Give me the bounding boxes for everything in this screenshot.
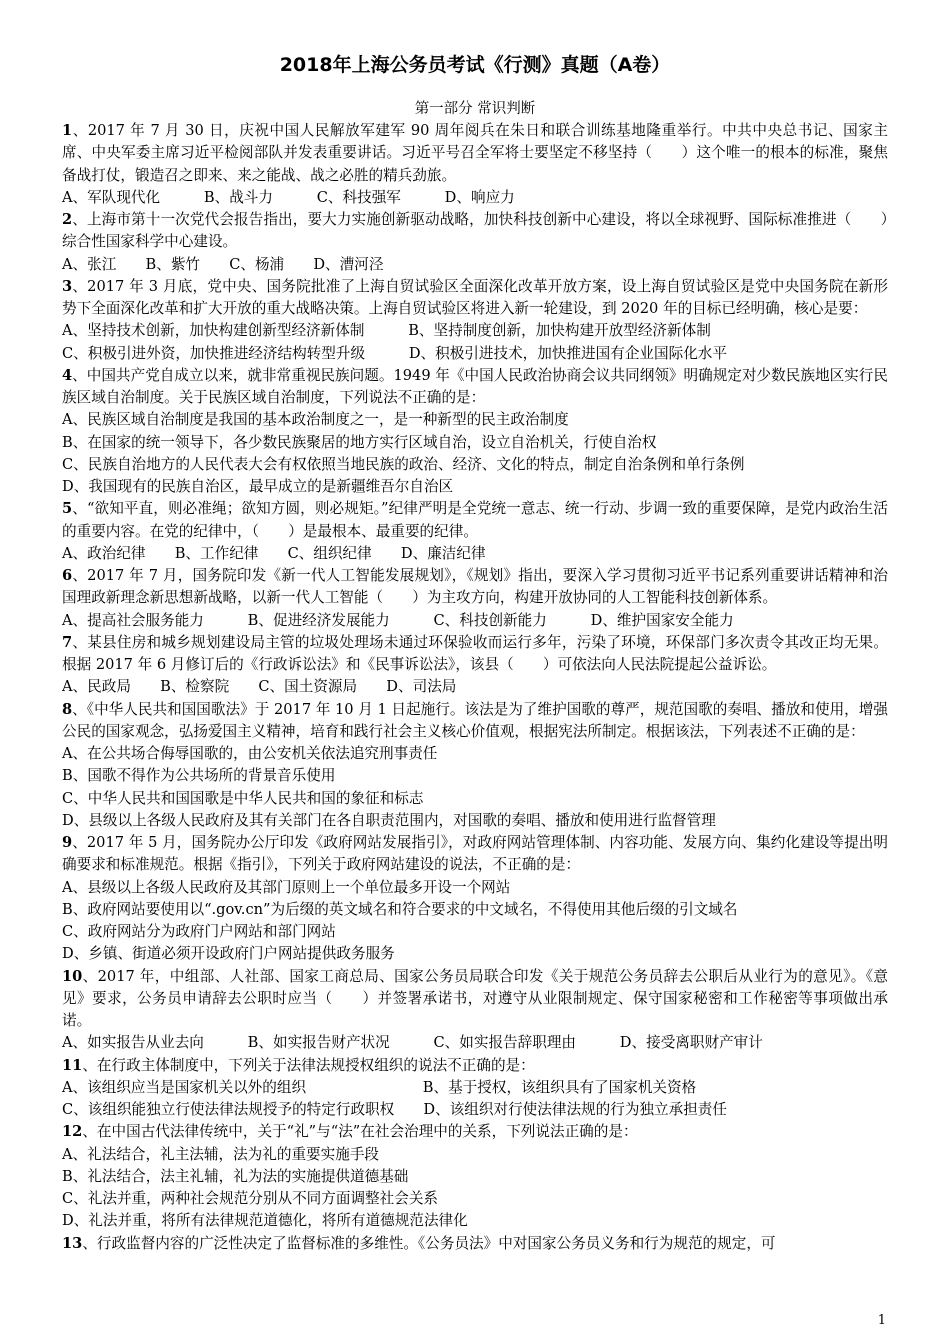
answer-options: A、张江 B、紫竹 C、杨浦 D、漕河泾 bbox=[62, 255, 384, 273]
question-stem bbox=[62, 1121, 888, 1143]
answer-options: C、该组织能独立行使法律法规授予的特定行政职权 D、该组织对行使法律法规的行为独立承担责任 bbox=[62, 1101, 727, 1118]
question-number: 2 bbox=[62, 211, 73, 228]
question-7 bbox=[62, 632, 888, 699]
page-title: 2018年上海公务员考试《行测》真题（A卷） bbox=[279, 54, 671, 76]
section-heading: 第一部分 常识判断 bbox=[414, 101, 536, 117]
answer-options: C、积极引进外资，加快推进经济结构转型升级 D、积极引进技术，加快推进国有企业国际化水平 bbox=[62, 344, 727, 362]
question-text: 、2017 年 5 月，国务院办公厅印发《政府网站发展指引》，对政府网站管理体制、内容功能、发展方向、集约化建设等提出明确要求和标准规范。根据《指引》，下列关于政府网站建设的说法，不正确的是： bbox=[62, 834, 888, 874]
answer-options: C、中华人民共和国国歌是中华人民共和国的象征和标志 bbox=[62, 789, 424, 807]
question-text: 、《中华人民共和国国歌法》于 2017 年 10 月 1 日起施行。该法是为了维护国歌的尊严，规范国歌的奏唱、播放和使用，增强公民的国家观念，弘扬爱国主义精神，培育和践行社会主义核心价值观，根据宪法所制定。根据该法，下列表述不正确的是： bbox=[62, 700, 888, 740]
answer-options: B、国歌不得作为公共场所的背景音乐使用 bbox=[62, 767, 336, 785]
question-stem bbox=[62, 1055, 888, 1077]
answer-options: A、提高社会服务能力 B、促进经济发展能力 C、科技创新能力 D、维护国家安全能力 bbox=[62, 611, 734, 629]
question-11 bbox=[62, 1055, 888, 1122]
question-number: 8 bbox=[62, 700, 73, 718]
question-number: 7 bbox=[62, 633, 73, 651]
question-3 bbox=[62, 276, 888, 365]
answer-options: A、该组织应当是国家机关以外的组织 B、基于授权，该组织具有了国家机关资格 bbox=[62, 1078, 697, 1096]
question-list bbox=[62, 120, 888, 1255]
answer-options: A、如实报告从业去向 B、如实报告财产状况 C、如实报告辞职理由 D、接受离职财产审计 bbox=[62, 1034, 763, 1052]
question-number: 6 bbox=[62, 567, 73, 584]
answer-options: C、礼法并重，两种社会规范分别从不同方面调整社会关系 bbox=[62, 1190, 439, 1207]
question-number: 1 bbox=[62, 122, 73, 139]
question-stem bbox=[62, 565, 888, 610]
question-text: 、2017 年 3 月底，党中央、国务院批准了上海自贸试验区全面深化改革开放方案，设上海自贸试验区是党中央国务院在新形势下全面深化改革和扩大开放的重大战略决策。上海自贸试验区将进入新一轮建设，到 2020 年的目标已经明确，核心是要： bbox=[62, 277, 888, 317]
question-text: 、在中国古代法律传统中，关于“礼”与“法”在社会治理中的关系，下列说法正确的是： bbox=[82, 1123, 638, 1141]
question-number: 13 bbox=[62, 1234, 83, 1252]
question-text: 、2017 年，中组部、人社部、国家工商总局、国家公务员局联合印发《关于规范公务员辞去公职后从业行为的意见》。《意见》要求，公务员申请辞去公职时应当（ ）并签署承诺书，对遵守从业限制规定、保守国家秘密和工作秘密等事项做出承诺。 bbox=[62, 967, 888, 1029]
question-text: 、行政监督内容的广泛性决定了监督标准的多维性。《公务员法》中对国家公务员义务和行为规范的规定，可 bbox=[82, 1234, 776, 1252]
question-number: 3 bbox=[62, 277, 73, 295]
answer-options: A、民族区域自治制度是我国的基本政治制度之一，是一种新型的民主政治制度 bbox=[62, 411, 569, 429]
answer-options: B、礼法结合，法主礼辅，礼为法的实施提供道德基础 bbox=[62, 1167, 409, 1185]
question-12 bbox=[62, 1121, 888, 1232]
question-stem bbox=[62, 832, 888, 877]
question-text: 、“欲知平直，则必准绳；欲知方圆，则必规矩。”纪律严明是全党统一意志、统一行动、步调一致的重要保障，是党内政治生活的重要内容。在党的纪律中，（ ）是最根本、最重要的纪律。 bbox=[62, 500, 888, 540]
answer-options: D、我国现有的民族自治区，最早成立的是新疆维吾尔自治区 bbox=[62, 478, 454, 495]
question-number: 11 bbox=[62, 1056, 83, 1074]
question-6 bbox=[62, 565, 888, 632]
question-8 bbox=[62, 699, 888, 833]
question-10 bbox=[62, 966, 888, 1055]
answer-options: A、政治纪律 B、工作纪律 C、组织纪律 D、廉洁纪律 bbox=[62, 544, 486, 562]
question-text: 、在行政主体制度中，下列关于法律法规授权组织的说法不正确的是： bbox=[82, 1056, 535, 1074]
question-2 bbox=[62, 209, 888, 276]
answer-options: B、政府网站要使用以“.gov.cn”为后缀的英文域名和符合要求的中文域名，不得使用其他后缀的引文域名 bbox=[62, 900, 738, 918]
answer-options: D、礼法并重，将所有法律规范道德化，将所有道德规范法律化 bbox=[62, 1212, 468, 1230]
question-number: 4 bbox=[62, 366, 73, 384]
question-text: 、2017 年 7 月，国务院印发《新一代人工智能发展规划》，《规划》指出，要深入学习贯彻习近平书记系列重要讲话精神和治国理政新理念新思想新战略，以新一代人工智能（ ）为主攻方向，构建开放协同的人工智能科技创新体系。 bbox=[62, 567, 888, 607]
question-stem bbox=[62, 276, 888, 321]
question-stem bbox=[62, 699, 888, 744]
answer-options: A、县级以上各级人民政府及其部门原则上一个单位最多开设一个网站 bbox=[62, 878, 511, 896]
answer-options: A、礼法结合，礼主法辅，法为礼的重要实施手段 bbox=[62, 1145, 380, 1163]
question-number: 12 bbox=[62, 1123, 83, 1141]
question-stem bbox=[62, 209, 888, 254]
question-text: 、上海市第十一次党代会报告指出，要大力实施创新驱动战略，加快科技创新中心建设，将以全球视野、国际标准推进（ ）综合性国家科学中心建设。 bbox=[62, 211, 888, 251]
page-number: 1 bbox=[877, 1313, 886, 1328]
answer-options: A、在公共场合侮辱国歌的，由公安机关依法追究刑事责任 bbox=[62, 745, 438, 762]
question-stem bbox=[62, 365, 888, 410]
question-text: 、2017 年 7 月 30 日，庆祝中国人民解放军建军 90 周年阅兵在朱日和联合训练基地隆重举行。中共中央总书记、国家主席、中央军委主席习近平检阅部队并发表重要讲话。习近平号召全军将士要坚定不移坚持（ ）这个唯一的根本的标准，聚焦备战打仗，锻造召之即来、来之能战、战之必胜的精兵劲旅。 bbox=[62, 122, 888, 184]
answer-options: D、乡镇、街道必须开设政府门户网站提供政务服务 bbox=[62, 945, 395, 963]
question-stem bbox=[62, 966, 888, 1033]
question-stem bbox=[62, 498, 888, 543]
question-5 bbox=[62, 498, 888, 565]
answer-options: B、在国家的统一领导下，各少数民族聚居的地方实行区域自治，设立自治机关，行使自治权 bbox=[62, 433, 657, 451]
question-number: 9 bbox=[62, 834, 73, 851]
question-stem bbox=[62, 1233, 888, 1255]
question-text: 、某县住房和城乡规划建设局主管的垃圾处理场未通过环保验收而运行多年，污染了环境，环保部门多次责令其改正均无果。根据 2017 年 6 月修订后的《行政诉讼法》和《民事诉讼法》，该县（ ）可依法向人民法院提起公益诉讼。 bbox=[62, 633, 888, 673]
question-number: 10 bbox=[62, 967, 83, 985]
question-4 bbox=[62, 365, 888, 499]
question-number: 5 bbox=[62, 500, 73, 518]
answer-options: D、县级以上各级人民政府及其有关部门在各自职责范围内，对国歌的奏唱、播放和使用进行监督管理 bbox=[62, 811, 716, 829]
answer-options: C、民族自治地方的人民代表大会有权依照当地民族的政治、经济、文化的特点，制定自治条例和单行条例 bbox=[62, 455, 745, 473]
question-1 bbox=[62, 120, 888, 209]
question-9 bbox=[62, 832, 888, 966]
answer-options: C、政府网站分为政府门户网站和部门网站 bbox=[62, 923, 336, 940]
answer-options: A、军队现代化 B、战斗力 C、科技强军 D、响应力 bbox=[62, 188, 515, 206]
answer-options: A、民政局 B、检察院 C、国土资源局 D、司法局 bbox=[62, 678, 457, 696]
answer-options: A、坚持技术创新，加快构建创新型经济新体制 B、坚持制度创新，加快构建开放型经济新体制 bbox=[62, 322, 711, 340]
question-stem bbox=[62, 632, 888, 677]
question-stem bbox=[62, 120, 888, 187]
question-13 bbox=[62, 1233, 888, 1255]
question-text: 、中国共产党自成立以来，就非常重视民族问题。1949 年《中国人民政治协商会议共同纲领》明确规定对少数民族地区实行民族区域自治制度。关于民族区域自治制度，下列说法不正确的是： bbox=[62, 366, 888, 406]
